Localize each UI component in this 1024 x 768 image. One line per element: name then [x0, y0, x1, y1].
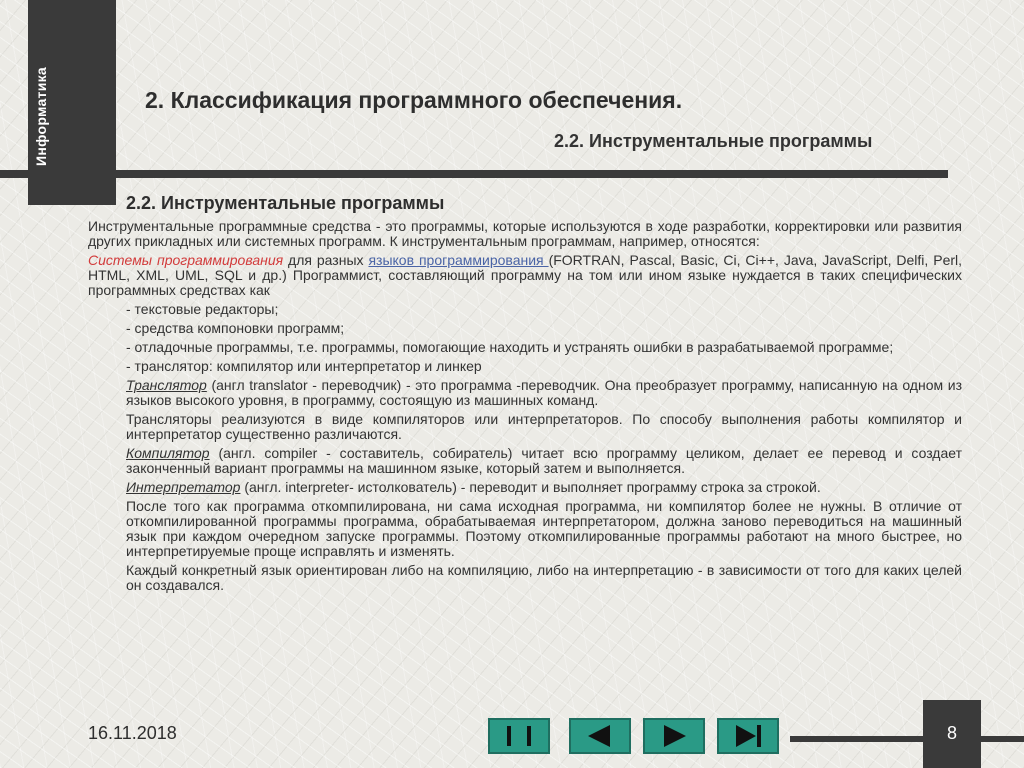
intro-paragraph: Инструментальные программные средства - это программы, которые используются в ходе разработки, корректировки или развития других прикладных или системных программ. К инструментальным программам, например, относятся:: [88, 218, 962, 249]
compiler-text: (англ. compiler - составитель, собиратель) читает всю программу целиком, делает ее перевод и создает законченный вариант программы на машинном языке, который затем и выполняется.: [126, 445, 962, 476]
systems-term: Системы программирования: [88, 252, 284, 268]
tools-list: [88, 302, 962, 593]
list-item: - отладочные программы, т.е. программы, помогающие находить и устранять ошибки в разрабатываемой программе;: [126, 339, 894, 355]
page-number: 8: [946, 723, 957, 743]
first-slide-button[interactable]: [488, 718, 550, 754]
last-slide-icon: [728, 723, 768, 749]
list-item: - средства компоновки программ;: [126, 320, 345, 336]
systems-text-1: для разных: [283, 252, 369, 268]
footer-divider: [790, 736, 1024, 742]
systems-paragraph: [88, 253, 962, 298]
slide-content: [88, 193, 962, 597]
first-slide-icon: [499, 723, 539, 749]
translator-text: (англ translator - переводчик) - это программа -переводчик. Она преобразует программу, написанную на одном из языков высокого уровня, в программу, состоящую из машинных команд.: [126, 377, 962, 408]
slide-date: 16.11.2018: [88, 723, 177, 743]
list-item: - транслятор: компилятор или интерпретатор и линкер: [126, 358, 482, 374]
sidebar-label: Информатика: [33, 66, 49, 166]
page-title: 2. Классификация программного обеспечения.: [145, 87, 683, 113]
interpreter-text: (англ. interpreter- истолкователь) - переводит и выполняет программу строка за строкой.: [240, 479, 821, 495]
compiler-paragraph: [126, 446, 962, 476]
last-slide-button[interactable]: [717, 718, 779, 754]
compiler-term: Компилятор: [126, 445, 210, 461]
interpreter-term: Интерпретатор: [126, 479, 241, 495]
language-orientation-paragraph: Каждый конкретный язык ориентирован либо на компиляцию, либо на интерпретацию - в зависимости от того для каких целей он создавался.: [126, 562, 962, 593]
list-item: - текстовые редакторы;: [126, 301, 279, 317]
languages-link[interactable]: языков программирования: [368, 252, 549, 268]
section-heading: 2.2. Инструментальные программы: [126, 193, 445, 213]
previous-slide-icon: [580, 723, 620, 749]
header-divider: [0, 170, 948, 178]
translators-paragraph: Трансляторы реализуются в виде компиляторов или интерпретаторов. По способу выполнения работы компилятор и интерпретатор существенно различаются.: [126, 411, 962, 442]
next-slide-button[interactable]: [643, 718, 705, 754]
previous-slide-button[interactable]: [569, 718, 631, 754]
translator-term: Транслятор: [126, 377, 207, 393]
systems-text-2: (FORTRAN, Pascal, Basic, Ci, Ci++, Java, JavaScript, Delfi, Perl, HTML, XML, UML, SQL и др.) Программист, составляющий программу на том или ином языке нуждается в таких специфических программных средствах как: [88, 252, 963, 298]
page-subtitle: 2.2. Инструментальные программы: [554, 131, 873, 151]
translator-paragraph: [126, 378, 962, 408]
interpreter-paragraph: [126, 480, 962, 495]
after-compile-paragraph: После того как программа откомпилирована, ни сама исходная программа, ни компилятор более не нужны. В отличие от откомпилированной программы программа, обрабатываемая интерпретатором, должна заново переводиться на машинный язык при каждом очередном запуске программы. Поэтому откомпилированные программы работают на много быстрее, но интерпретируемые проще исправлять и изменять.: [126, 498, 962, 559]
next-slide-icon: [654, 723, 694, 749]
